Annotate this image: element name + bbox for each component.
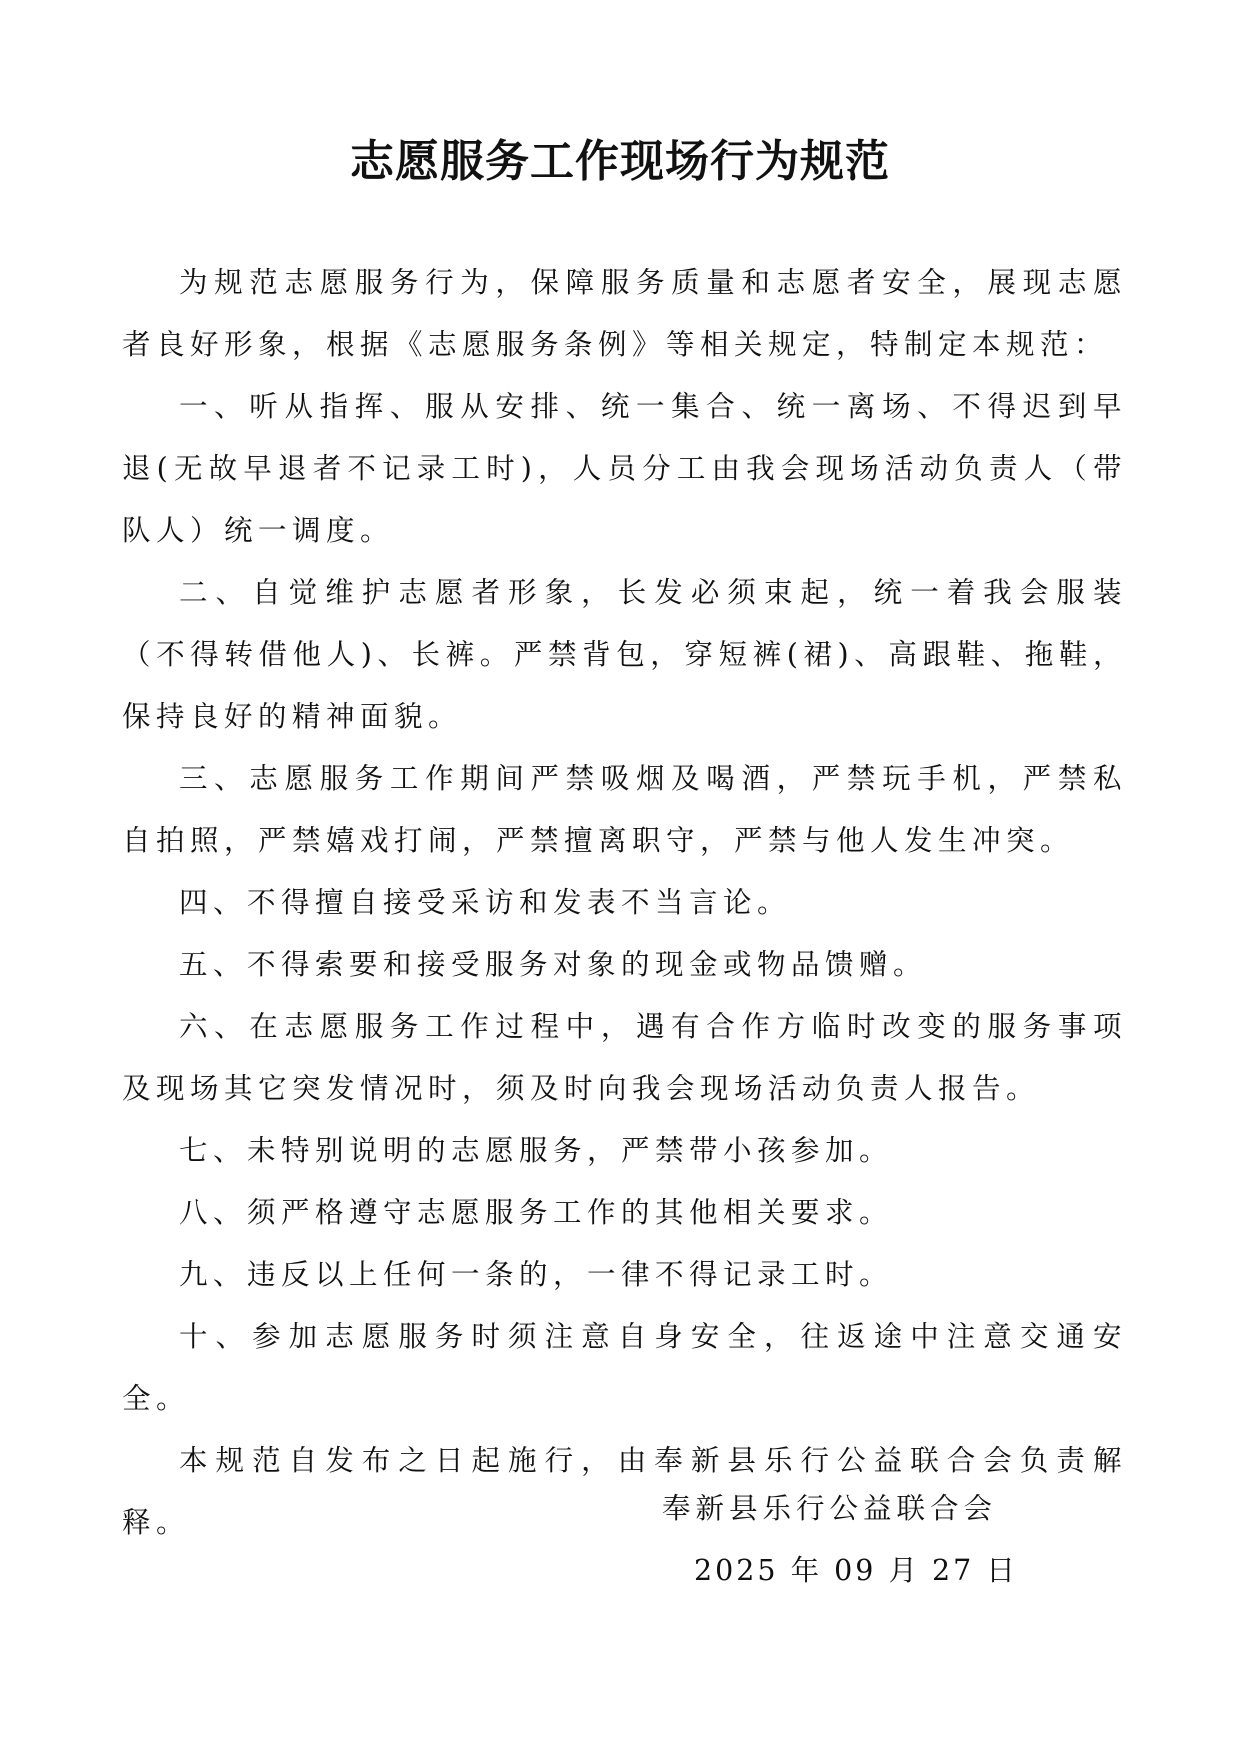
paragraph-rule-3: 三、志愿服务工作期间严禁吸烟及喝酒，严禁玩手机，严禁私自拍照，严禁嬉戏打闹，严禁擅离职守，严禁与他人发生冲突。 — [122, 762, 1127, 857]
paragraph-rule-1: 一、听从指挥、服从安排、统一集合、统一离场、不得迟到早退(无故早退者不记录工时)，人员分工由我会现场活动负责人（带队人）统一调度。 — [122, 390, 1127, 547]
paragraph-rule-9: 九、违反以上任何一条的，一律不得记录工时。 — [179, 1258, 894, 1291]
paragraph-rule-2: 二、自觉维护志愿者形象，长发必须束起，统一着我会服装（不得转借他人)、长裤。严禁背包，穿短裤(裙)、高跟鞋、拖鞋，保持良好的精神面貌。 — [122, 576, 1127, 733]
paragraph-rule-8: 八、须严格遵守志愿服务工作的其他相关要求。 — [179, 1196, 894, 1229]
paragraph-rule-7: 七、未特别说明的志愿服务，严禁带小孩参加。 — [179, 1134, 894, 1167]
paragraph-rule-4: 四、不得擅自接受采访和发表不当言论。 — [179, 886, 792, 919]
document-body — [122, 252, 1127, 1554]
document-title: 志愿服务工作现场行为规范 — [350, 136, 890, 187]
signature-block — [640, 1478, 1040, 1602]
paragraph-rule-6: 六、在志愿服务工作过程中，遇有合作方临时改变的服务事项及现场其它突发情况时，须及时向我会现场活动负责人报告。 — [122, 1010, 1127, 1105]
signature-organization: 奉新县乐行公益联合会 — [662, 1492, 998, 1525]
paragraph-rule-5: 五、不得索要和接受服务对象的现金或物品馈赠。 — [179, 948, 928, 981]
paragraph-intro: 为规范志愿服务行为，保障服务质量和志愿者安全，展现志愿者良好形象，根据《志愿服务条例》等相关规定，特制定本规范： — [122, 266, 1127, 361]
signature-date: 2025 年 09 月 27 日 — [694, 1554, 1018, 1587]
paragraph-rule-10: 十、参加志愿服务时须注意自身安全，往返途中注意交通安全。 — [122, 1320, 1127, 1415]
paragraph-closing: 本规范自发布之日起施行，由奉新县乐行公益联合会负责解释。 — [122, 1444, 1127, 1539]
